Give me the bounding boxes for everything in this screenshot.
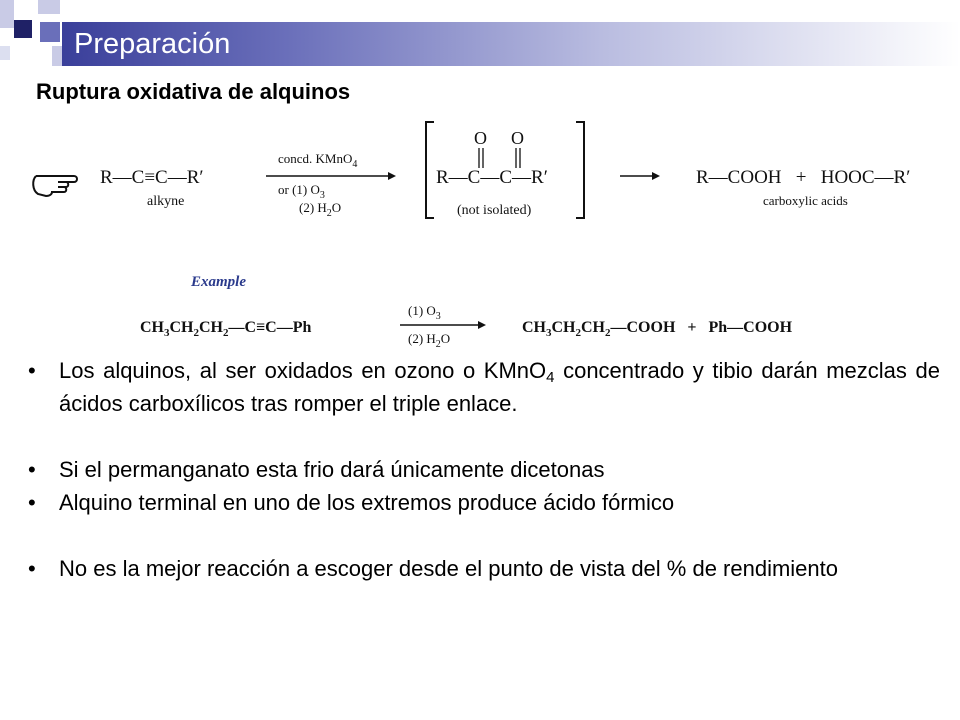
bullet-item-2: • Si el permanganato esta frio dará únicamente dicetonas	[28, 453, 940, 486]
example-arrow-head	[478, 321, 486, 329]
products-formula: R—COOH + HOOC—R′	[696, 167, 911, 188]
decor-square-light-2	[38, 0, 60, 14]
pointing-hand-icon	[33, 176, 77, 196]
slide-subtitle: Ruptura oxidativa de alquinos	[36, 79, 351, 104]
example-label: Example	[191, 274, 246, 290]
bracket-right	[576, 122, 584, 218]
intermediate-o1: O	[474, 128, 487, 148]
reactant-label: alkyne	[147, 194, 185, 209]
slide-title: Preparación	[74, 28, 231, 60]
reagent-kmno4: concd. KMnO$_4$	[278, 151, 358, 170]
decor-square-dark-1	[14, 20, 32, 38]
bullet-item-4: • No es la mejor reacción a escoger desde el punto de vista del % de rendimiento	[28, 552, 940, 585]
intermediate-o2: O	[511, 128, 524, 148]
example-products: $CH_3CH_2CH_2—COOH$ + Ph—COOH	[522, 319, 793, 339]
intermediate-formula: R—C—C—R′	[436, 167, 548, 188]
decor-square-light-4	[0, 46, 10, 60]
reaction-scheme	[0, 110, 960, 350]
bullet-item-1: • Los alquinos, al ser oxidados en ozono o KMnO$_4$ concentrado y tibio darán mezclas de ácidos carboxílicos tras romper el triple enlace.	[28, 354, 940, 420]
example-reagent-1: (1) $O_3$	[408, 303, 441, 322]
intermediate-label: (not isolated)	[457, 203, 532, 218]
bullet-list	[28, 354, 940, 585]
reaction-arrow-2-head	[652, 172, 660, 180]
bullet-item-3: • Alquino terminal en uno de los extremos produce ácido fórmico	[28, 486, 940, 519]
reaction-arrow-1-head	[388, 172, 396, 180]
bracket-left	[426, 122, 434, 218]
products-label: carboxylic acids	[763, 193, 848, 208]
example-reactant: $CH_3CH_2CH_2—C\equiv C—Ph$	[140, 319, 312, 339]
reactant-formula: R—C≡C—R′	[100, 167, 204, 188]
decor-square-light-1	[0, 0, 14, 28]
reagent-o3: or (1) $O_3$	[278, 182, 325, 201]
example-reagent-2: (2) $H_2O$	[408, 331, 451, 350]
reagent-h2o: (2) $H_2O$	[299, 200, 342, 219]
decor-square-mid-1	[40, 22, 60, 42]
